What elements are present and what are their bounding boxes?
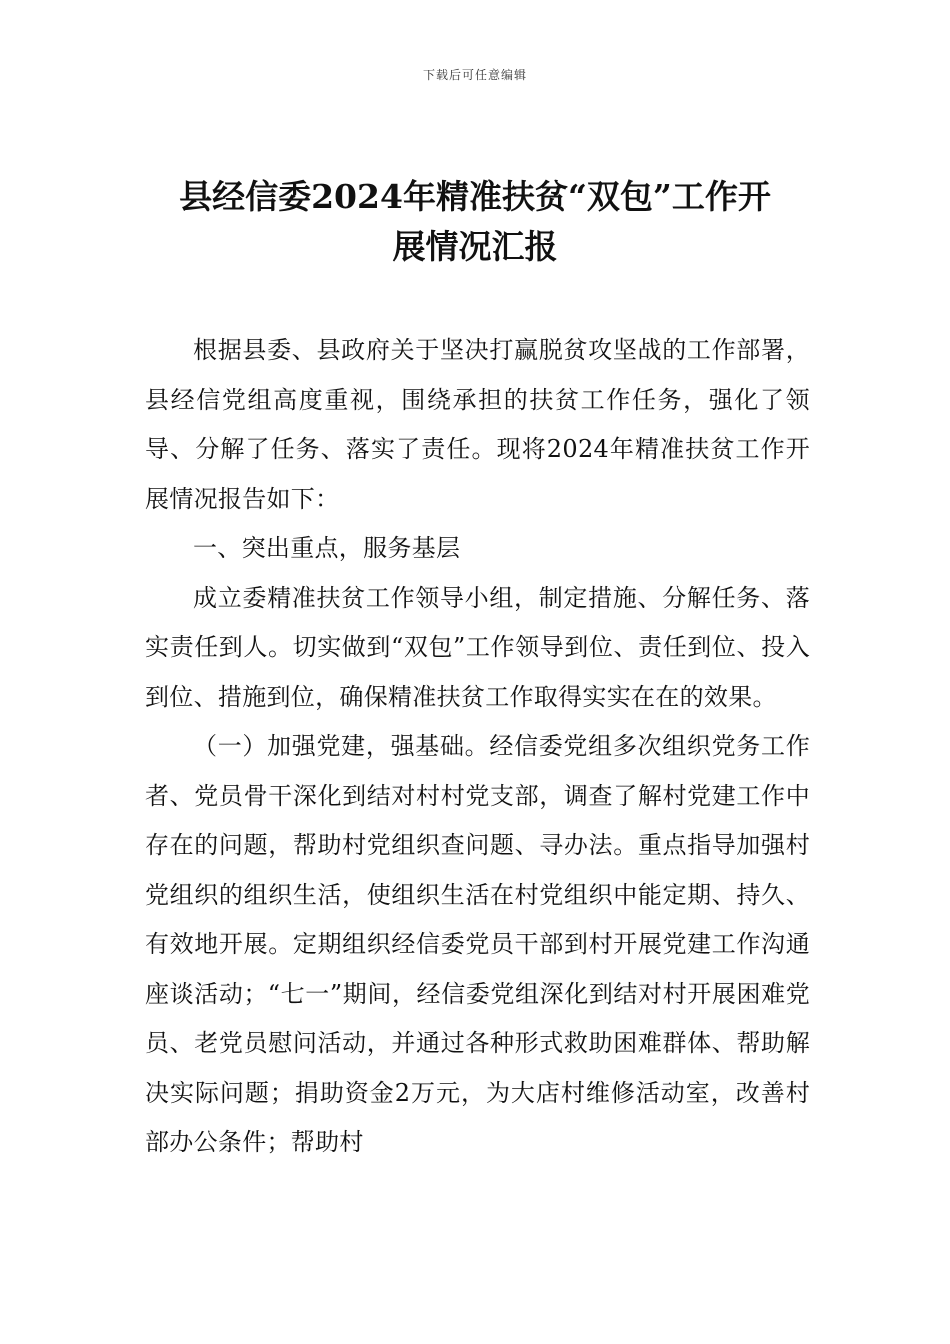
- paragraph-leadership: 成立委精准扶贫工作领导小组，制定措施、分解任务、落实责任到人。切实做到“双包”工作领导到位、责任到位、投入到位、措施到位，确保精准扶贫工作取得实实在在的效果。: [145, 583, 810, 711]
- document-title-line-1: 县经信委2024年精准扶贫“双包”工作开: [179, 177, 771, 216]
- page-header-note: 下载后可任意编辑: [422, 68, 527, 82]
- paragraph-party-building: （一）加强党建，强基础。经信委党组多次组织党务工作者、党员骨干深化到结对村村党支部，调查了解村党建工作中存在的问题，帮助村党组织查问题、寻办法。重点指导加强村党组织的组织生活，使组织生活在村党组织中能定期、持久、有效地开展。定期组织经信委党员干部到村开展党建工作沟通座谈活动；“七一”期间，经信委党组深化到结对村开展困难党员、老党员慰问活动，并通过各种形式救助困难群体、帮助解决实际问题；捐助资金2万元，为大店村维修活动室，改善村部办公条件；帮助村: [145, 732, 810, 1156]
- section-heading-1: 一、突出重点，服务基层: [193, 534, 461, 562]
- document-title: [120, 172, 830, 272]
- paragraph-intro: 根据县委、县政府关于坚决打赢脱贫攻坚战的工作部署，县经信党组高度重视，围绕承担的扶贫工作任务，强化了领导、分解了任务、落实了责任。现将2024年精准扶贫工作开展情况报告如下：: [145, 336, 810, 513]
- document-body: [145, 326, 810, 1168]
- document-title-line-2: 展情况汇报: [392, 227, 558, 266]
